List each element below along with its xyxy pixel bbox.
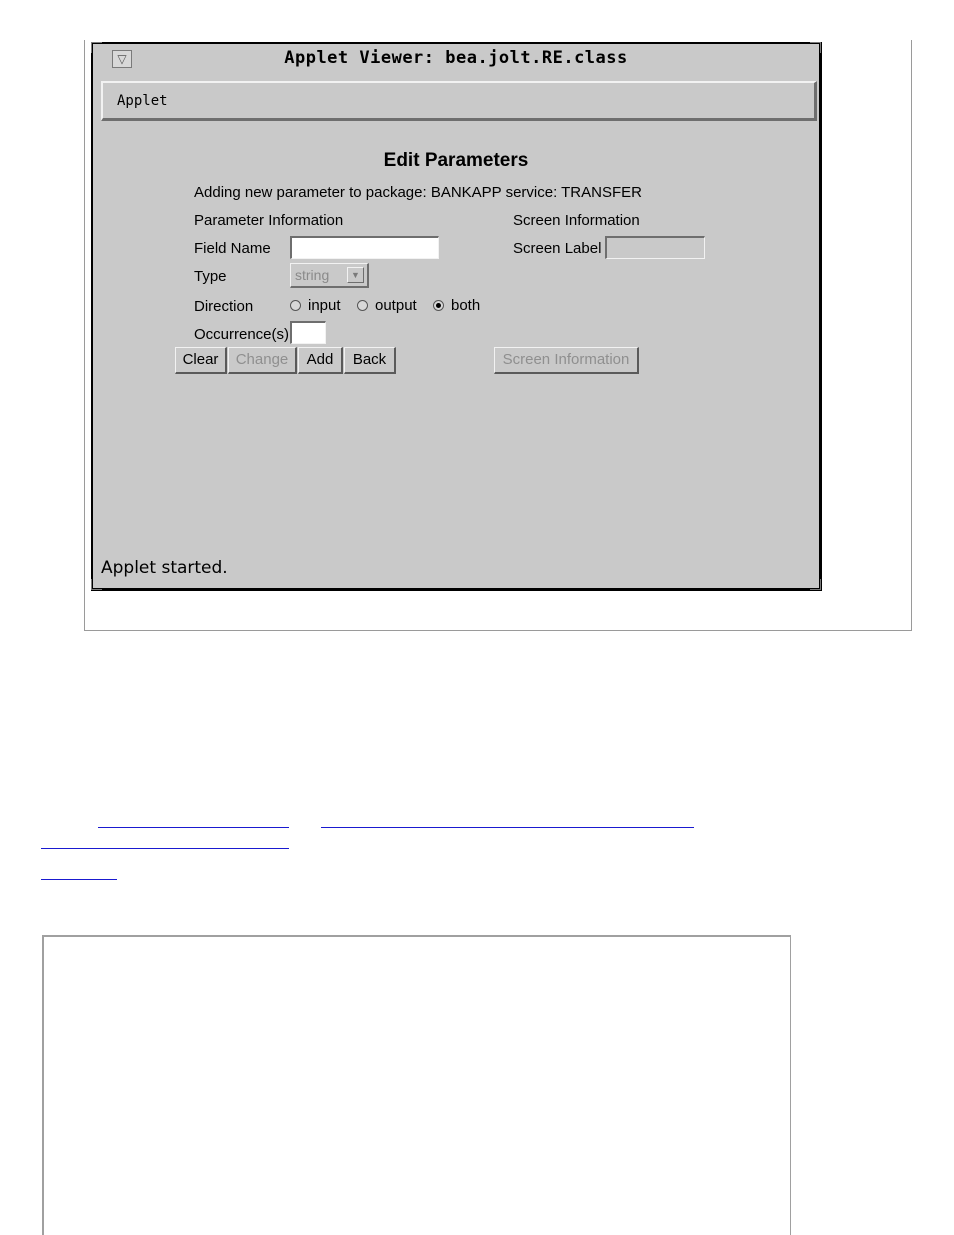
direction-label: Direction bbox=[194, 298, 254, 315]
back-button[interactable]: Back bbox=[344, 347, 396, 374]
embedded-frame bbox=[42, 935, 791, 1235]
resize-corner-br[interactable] bbox=[810, 579, 821, 590]
type-select[interactable] bbox=[290, 263, 369, 288]
link-4[interactable] bbox=[41, 864, 117, 880]
screen-label-label: Screen Label bbox=[513, 240, 602, 257]
change-button[interactable]: Change bbox=[228, 347, 297, 374]
status-bar-text: Applet started. bbox=[101, 558, 228, 578]
direction-output-label: output bbox=[375, 297, 417, 314]
applet-menu[interactable]: Applet bbox=[117, 93, 168, 109]
add-button[interactable]: Add bbox=[298, 347, 343, 374]
link-3[interactable] bbox=[41, 833, 289, 849]
field-name-input[interactable] bbox=[290, 236, 439, 259]
applet-menu-bar bbox=[101, 81, 817, 121]
title-bar[interactable] bbox=[93, 44, 819, 74]
form-heading: Edit Parameters bbox=[383, 150, 529, 171]
direction-both-label: both bbox=[451, 297, 481, 314]
direction-output-radio[interactable] bbox=[357, 300, 368, 311]
type-label: Type bbox=[194, 268, 227, 285]
resize-corner-tr[interactable] bbox=[810, 42, 821, 53]
resize-corner-bl[interactable] bbox=[91, 579, 102, 590]
parameter-section-label: Parameter Information bbox=[194, 212, 344, 229]
occurrence-label: Occurrence(s) bbox=[194, 326, 290, 343]
occurrence-input[interactable] bbox=[290, 321, 326, 344]
resize-corner-tl[interactable] bbox=[91, 42, 102, 53]
screen-information-button[interactable]: Screen Information bbox=[494, 347, 639, 374]
direction-input-radio[interactable] bbox=[290, 300, 301, 311]
direction-input-label: input bbox=[308, 297, 341, 314]
link-2[interactable] bbox=[321, 812, 694, 828]
clear-button[interactable]: Clear bbox=[175, 347, 227, 374]
window-title: Applet Viewer: bea.jolt.RE.class bbox=[284, 48, 628, 68]
applet-viewer-window bbox=[91, 42, 822, 591]
field-name-label: Field Name bbox=[194, 240, 271, 257]
triangle-down-icon: ▼ bbox=[347, 267, 364, 283]
link-1[interactable] bbox=[98, 812, 289, 828]
screen-label-input[interactable] bbox=[605, 236, 705, 259]
type-select-value: string bbox=[295, 267, 330, 283]
screen-section-label: Screen Information bbox=[513, 212, 640, 229]
triangle-down-icon: ▽ bbox=[117, 52, 127, 66]
direction-both-radio[interactable] bbox=[433, 300, 444, 311]
context-text: Adding new parameter to package: BANKAPP service: TRANSFER bbox=[194, 184, 642, 201]
